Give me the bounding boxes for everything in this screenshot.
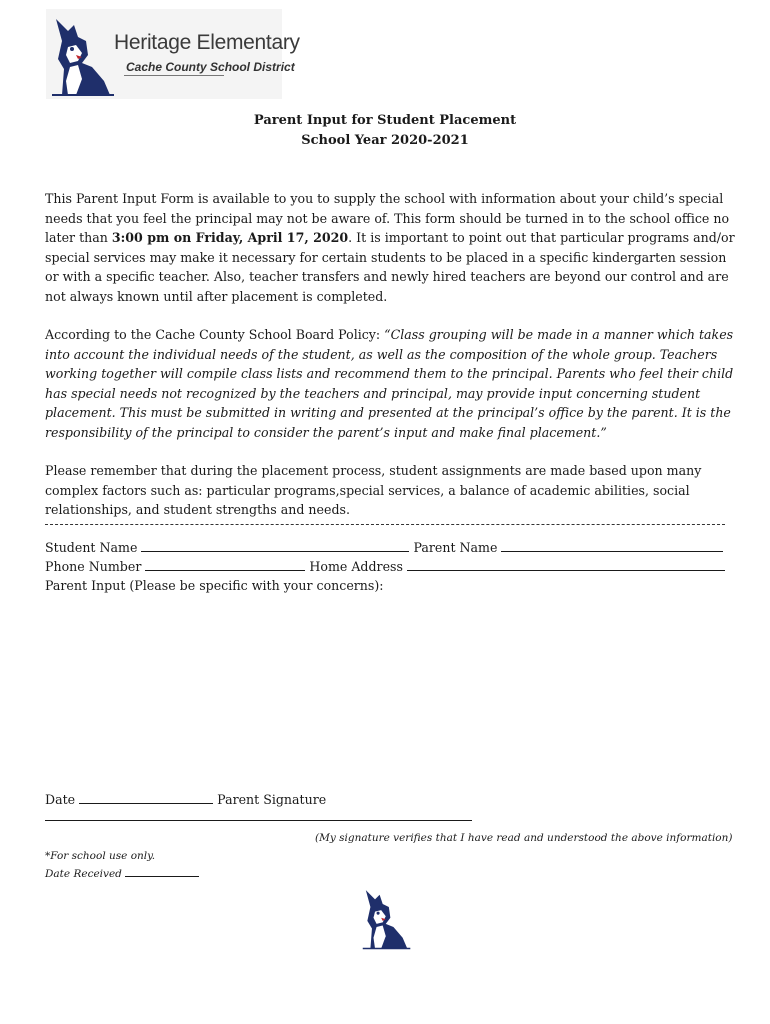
date-received-row — [45, 866, 199, 880]
policy-paragraph: According to the Cache County School Board Policy: “Class grouping will be made in a manner which takes into account the individual needs of the student, as well as the composition of the whole group. Teachers working together will compile class lists and recommend them to the principal. Parents who feel their child has special needs not recognized by the teachers and principal, may provide input concerning student placement. This must be submitted in writing and presented at the principal’s office by the parent. It is the responsibility of the principal to consider the parent’s input and make final placement.” — [45, 327, 734, 440]
husky-mascot-icon — [48, 11, 114, 97]
student-parent-row — [45, 538, 723, 557]
signature-label: Parent Signature — [217, 792, 327, 807]
parent-input-area[interactable] — [45, 598, 725, 778]
school-logo — [46, 9, 300, 99]
reminder-paragraph: Please remember that during the placement process, student assignments are made based upon many complex factors such as: particular programs,special services, a balance of academic abilities, social relationships, and student strengths and needs. — [45, 463, 702, 517]
deadline: 3:00 pm on Friday, April 17, 2020 — [111, 230, 349, 245]
signature-field[interactable] — [45, 820, 472, 821]
logo-divider — [124, 75, 224, 76]
intro-paragraph: This Parent Input Form is available to you to supply the school with information about your child’s special needs that you feel the principal may not be aware of. This form should be turned in to the school office no later than 3:00 pm on Friday, April 17, 2020. It is important to point out that particular programs and/or special services may make it necessary for certain students to be placed in a specific kindergarten session or with a specific teacher. Also, teacher transfers and newly hired teachers are beyond our control and are not always known until after placement is completed. — [45, 191, 735, 304]
address-field[interactable] — [407, 558, 725, 571]
phone-label: Phone Number — [45, 559, 142, 574]
district-name: Cache County School District — [126, 60, 295, 74]
date-signature-row — [45, 790, 326, 809]
section-divider — [45, 524, 725, 526]
phone-field[interactable] — [145, 558, 305, 571]
date-received-field[interactable] — [125, 866, 199, 877]
husky-mascot-icon — [358, 884, 412, 950]
student-name-label: Student Name — [45, 540, 138, 555]
date-field[interactable] — [79, 791, 213, 804]
policy-quote: “Class grouping will be made in a manner which takes into account the individual needs of the student, as well as the composition of the whole group. Teachers working together will compile class lists and recommend them to the principal. Parents who feel their child has special needs not recognized by the teachers and principal, may provide input concerning student placement. This must be submitted in writing and presented at the principal’s office by the parent. It is the responsibility of the principal to consider the parent’s input and make final placement.” — [45, 327, 734, 440]
address-label: Home Address — [309, 559, 403, 574]
date-received-label: Date Received — [45, 868, 122, 880]
parent-input-label: Parent Input (Please be specific with your concerns): — [45, 578, 384, 593]
signature-note: (My signature verifies that I have read and understood the above information) — [315, 832, 733, 844]
phone-address-row — [45, 557, 725, 576]
form-title: Parent Input for Student Placement — [253, 113, 517, 128]
parent-name-label: Parent Name — [413, 540, 498, 555]
parent-name-field[interactable] — [501, 539, 723, 552]
school-name: Heritage Elementary — [114, 31, 300, 54]
student-name-field[interactable] — [141, 539, 409, 552]
school-year: School Year 2020-2021 — [301, 133, 469, 148]
office-use-note: *For school use only. — [45, 850, 156, 862]
date-label: Date — [45, 792, 76, 807]
